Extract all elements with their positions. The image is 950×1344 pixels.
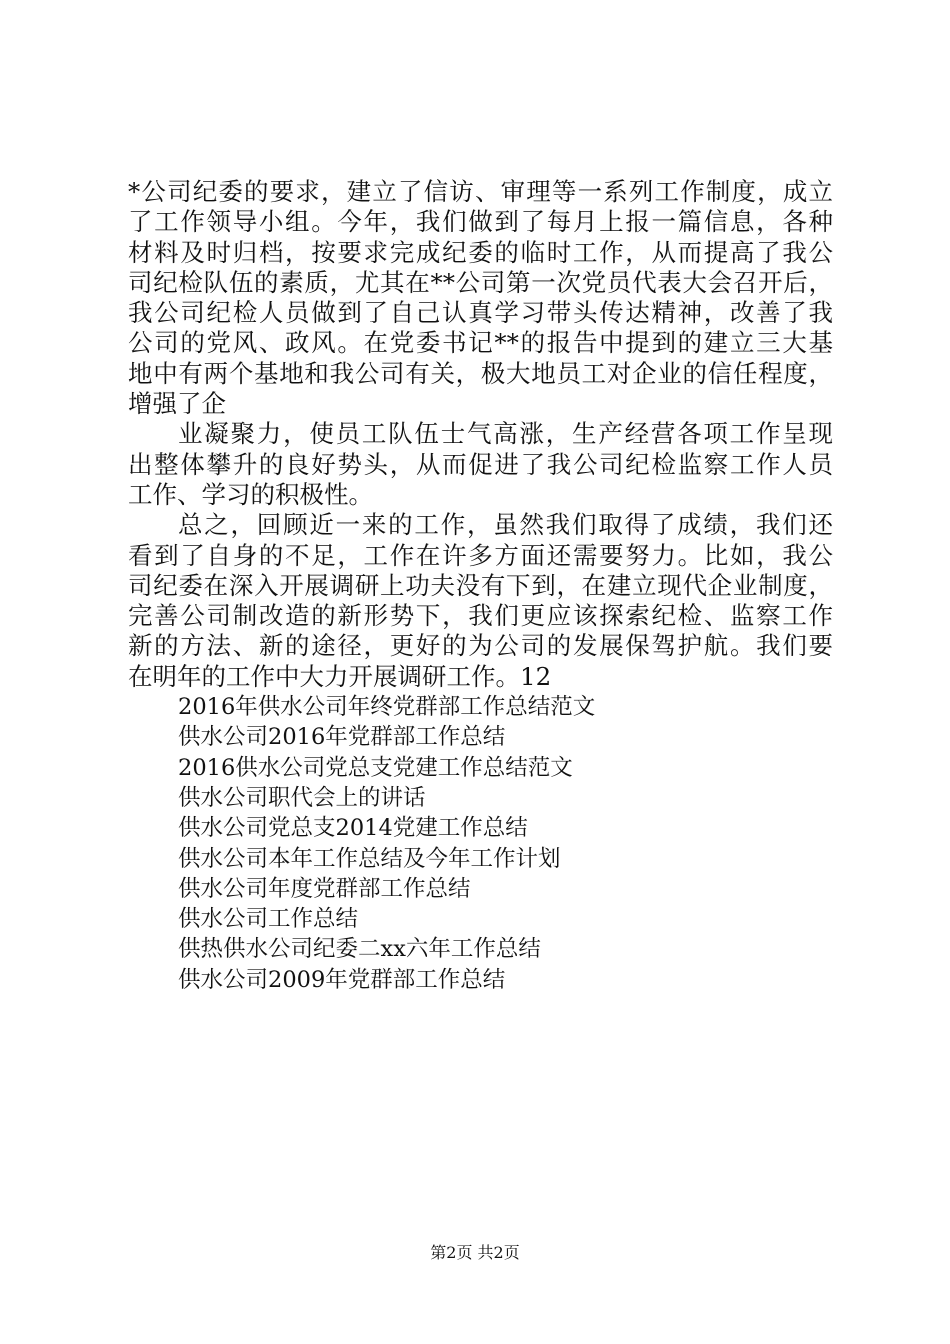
text-line: 工作、学习的积极性。 bbox=[128, 479, 373, 509]
text-line: 总之，回顾近一来的工作，虽然我们取得了成绩，我们还 bbox=[178, 510, 833, 540]
list-item: 供水公司职代会上的讲话 bbox=[178, 784, 426, 811]
list-item: 供水公司年度党群部工作总结 bbox=[178, 875, 471, 902]
list-item: 供水公司2016年党群部工作总结 bbox=[178, 724, 506, 751]
text-line: 看到了自身的不足，工作在许多方面还需要努力。比如，我公 bbox=[128, 540, 833, 570]
text-line: 在明年的工作中大力开展调研工作。12 bbox=[128, 661, 552, 691]
list-item: 供水公司2009年党群部工作总结 bbox=[178, 966, 506, 993]
text-line: 出整体攀升的良好势头，从而促进了我公司纪检监察工作人员 bbox=[128, 449, 833, 479]
list-item: 2016供水公司党总支党建工作总结范文 bbox=[178, 754, 573, 781]
text-line: 地中有两个基地和我公司有关，极大地员工对企业的信任程度， bbox=[128, 358, 833, 388]
paragraph-3 bbox=[128, 510, 833, 692]
text-line: 新的方法、新的途径，更好的为公司的发展保驾护航。我们要 bbox=[128, 631, 833, 661]
text-line: 司纪检队伍的素质，尤其在**公司第一次党员代表大会召开后， bbox=[128, 267, 833, 297]
text-line: 我公司纪检人员做到了自己认真学习带头传达精神，改善了我 bbox=[128, 298, 833, 328]
list-item: 供水公司本年工作总结及今年工作计划 bbox=[178, 845, 561, 872]
page-number-footer: 第2页 共2页 bbox=[430, 1243, 520, 1262]
text-line: 公司的党风、政风。在党委书记**的报告中提到的建立三大基 bbox=[128, 328, 833, 358]
text-line: *公司纪委的要求，建立了信访、审理等一系列工作制度，成立 bbox=[128, 177, 833, 206]
document-body bbox=[128, 177, 833, 995]
text-line: 了工作领导小组。今年，我们做到了每月上报一篇信息，各种 bbox=[128, 207, 833, 237]
list-item: 供热供水公司纪委二xx六年工作总结 bbox=[178, 936, 541, 963]
text-line: 司纪委在深入开展调研上功夫没有下到，在建立现代企业制度， bbox=[128, 570, 833, 600]
list-item: 2016年供水公司年终党群部工作总结范文 bbox=[178, 694, 596, 721]
list-item: 供水公司党总支2014党建工作总结 bbox=[178, 815, 528, 842]
list-item: 供水公司工作总结 bbox=[178, 906, 359, 933]
related-titles-list bbox=[128, 692, 833, 995]
paragraph-1 bbox=[128, 177, 833, 419]
text-line: 业凝聚力，使员工队伍士气高涨，生产经营各项工作呈现 bbox=[178, 419, 833, 449]
text-line: 完善公司制改造的新形势下，我们更应该探索纪检、监察工作 bbox=[128, 601, 833, 631]
text-line: 增强了企 bbox=[128, 389, 226, 419]
text-line: 材料及时归档，按要求完成纪委的临时工作，从而提高了我公 bbox=[128, 237, 833, 267]
paragraph-2 bbox=[128, 419, 833, 510]
